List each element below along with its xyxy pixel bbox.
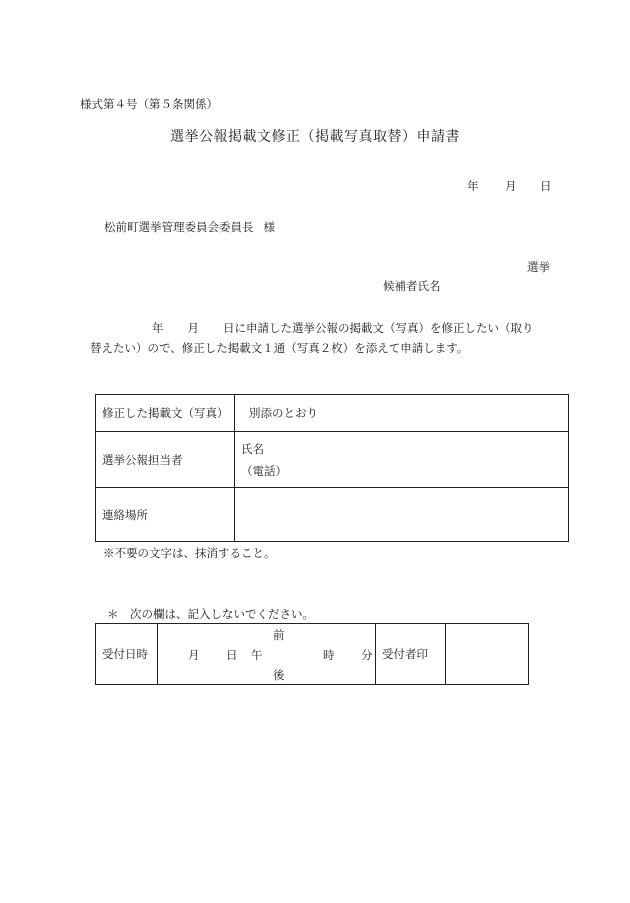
reception-minute: 分 <box>361 648 373 662</box>
note: ※不要の文字は、抹消すること。 <box>103 546 276 560</box>
contact-name-label: 氏名 <box>241 441 264 456</box>
page-title: 選挙公報掲載文修正（掲載写真取替）申請書 <box>170 129 460 145</box>
body-line-2: 替えたい）ので、修正した掲載文１通（写真２枚）を添えて申請します。 <box>90 341 469 355</box>
form-number: 様式第４号（第５条関係） <box>80 97 218 111</box>
date-month: 月 <box>505 179 517 193</box>
reception-pm: 後 <box>273 668 285 682</box>
table-row <box>96 432 569 488</box>
body-year: 年 <box>152 321 164 335</box>
addressee-name: 松前町選挙管理委員会委員長 <box>104 220 254 234</box>
receiver-stamp-field <box>446 624 529 685</box>
reception-month: 月 <box>188 648 200 662</box>
reception-am: 前 <box>273 628 285 642</box>
body-line-1 <box>152 320 534 336</box>
instruction: ＊ 次の欄は、記入しないでください。 <box>107 607 314 621</box>
bulletin-contact-label: 選挙公報担当者 <box>96 432 235 488</box>
body-month: 月 <box>187 321 199 335</box>
receiver-stamp-label: 受付者印 <box>376 624 446 685</box>
table-row <box>96 488 569 542</box>
date-year: 年 <box>467 179 479 193</box>
reception-day: 日 <box>226 648 238 662</box>
contact-phone-label: （電話） <box>241 463 287 478</box>
reception-hour: 時 <box>323 648 335 662</box>
contact-location-field[interactable] <box>235 488 569 542</box>
revised-text-value: 別添のとおり <box>235 395 569 432</box>
main-table <box>95 394 569 542</box>
addressee <box>104 219 275 235</box>
contact-location-label: 連絡場所 <box>96 488 235 542</box>
reception-noon: 午 <box>251 648 263 662</box>
table-row <box>96 624 529 685</box>
addressee-honorific: 様 <box>263 220 275 234</box>
date-day: 日 <box>540 179 552 193</box>
body-text-1: 日に申請した選挙公報の掲載文（写真）を修正したい（取り <box>223 321 534 335</box>
reception-datetime-label: 受付日時 <box>96 624 158 685</box>
bulletin-contact-field[interactable] <box>235 432 569 488</box>
reception-datetime-field <box>158 624 376 685</box>
reception-table <box>95 623 529 685</box>
election-name: 選挙 <box>527 260 550 274</box>
table-row <box>96 395 569 432</box>
candidate-name-label: 候補者氏名 <box>383 279 441 293</box>
revised-text-label: 修正した掲載文（写真） <box>96 395 235 432</box>
